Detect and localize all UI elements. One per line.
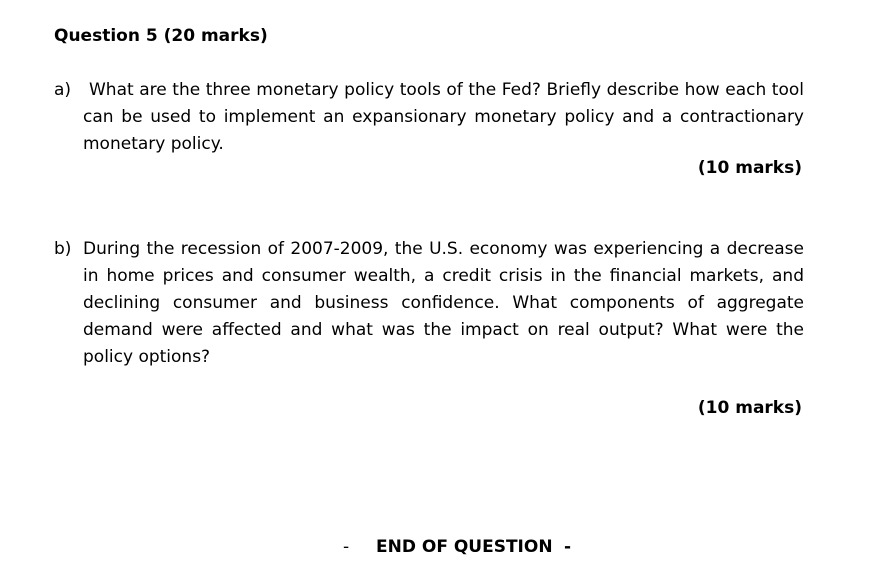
footer-text: END OF QUESTION: [376, 537, 553, 557]
part-a-label: a): [54, 80, 72, 100]
part-b-marks: (10 marks): [697, 398, 802, 418]
question-heading: Question 5 (20 marks): [54, 26, 268, 46]
part-a-text: What are the three monetary policy tools of the Fed? Briefly describe how each tool can be used to implement an expansionary monetary policy and a contractionary monetary policy.: [83, 80, 804, 154]
footer-dash-left: -: [343, 537, 350, 557]
footer-dash-right: -: [564, 537, 572, 557]
part-b-text: During the recession of 2007-2009, the U.S. economy was experiencing a decrease in home prices and consumer wealth, a credit crisis in the financial markets, and declining consumer and business confidence. What components of aggregate demand were affected and what was the impact on real output? What were the policy options?: [83, 239, 804, 367]
part-a-marks: (10 marks): [697, 158, 802, 178]
part-b-label: b): [54, 239, 72, 259]
